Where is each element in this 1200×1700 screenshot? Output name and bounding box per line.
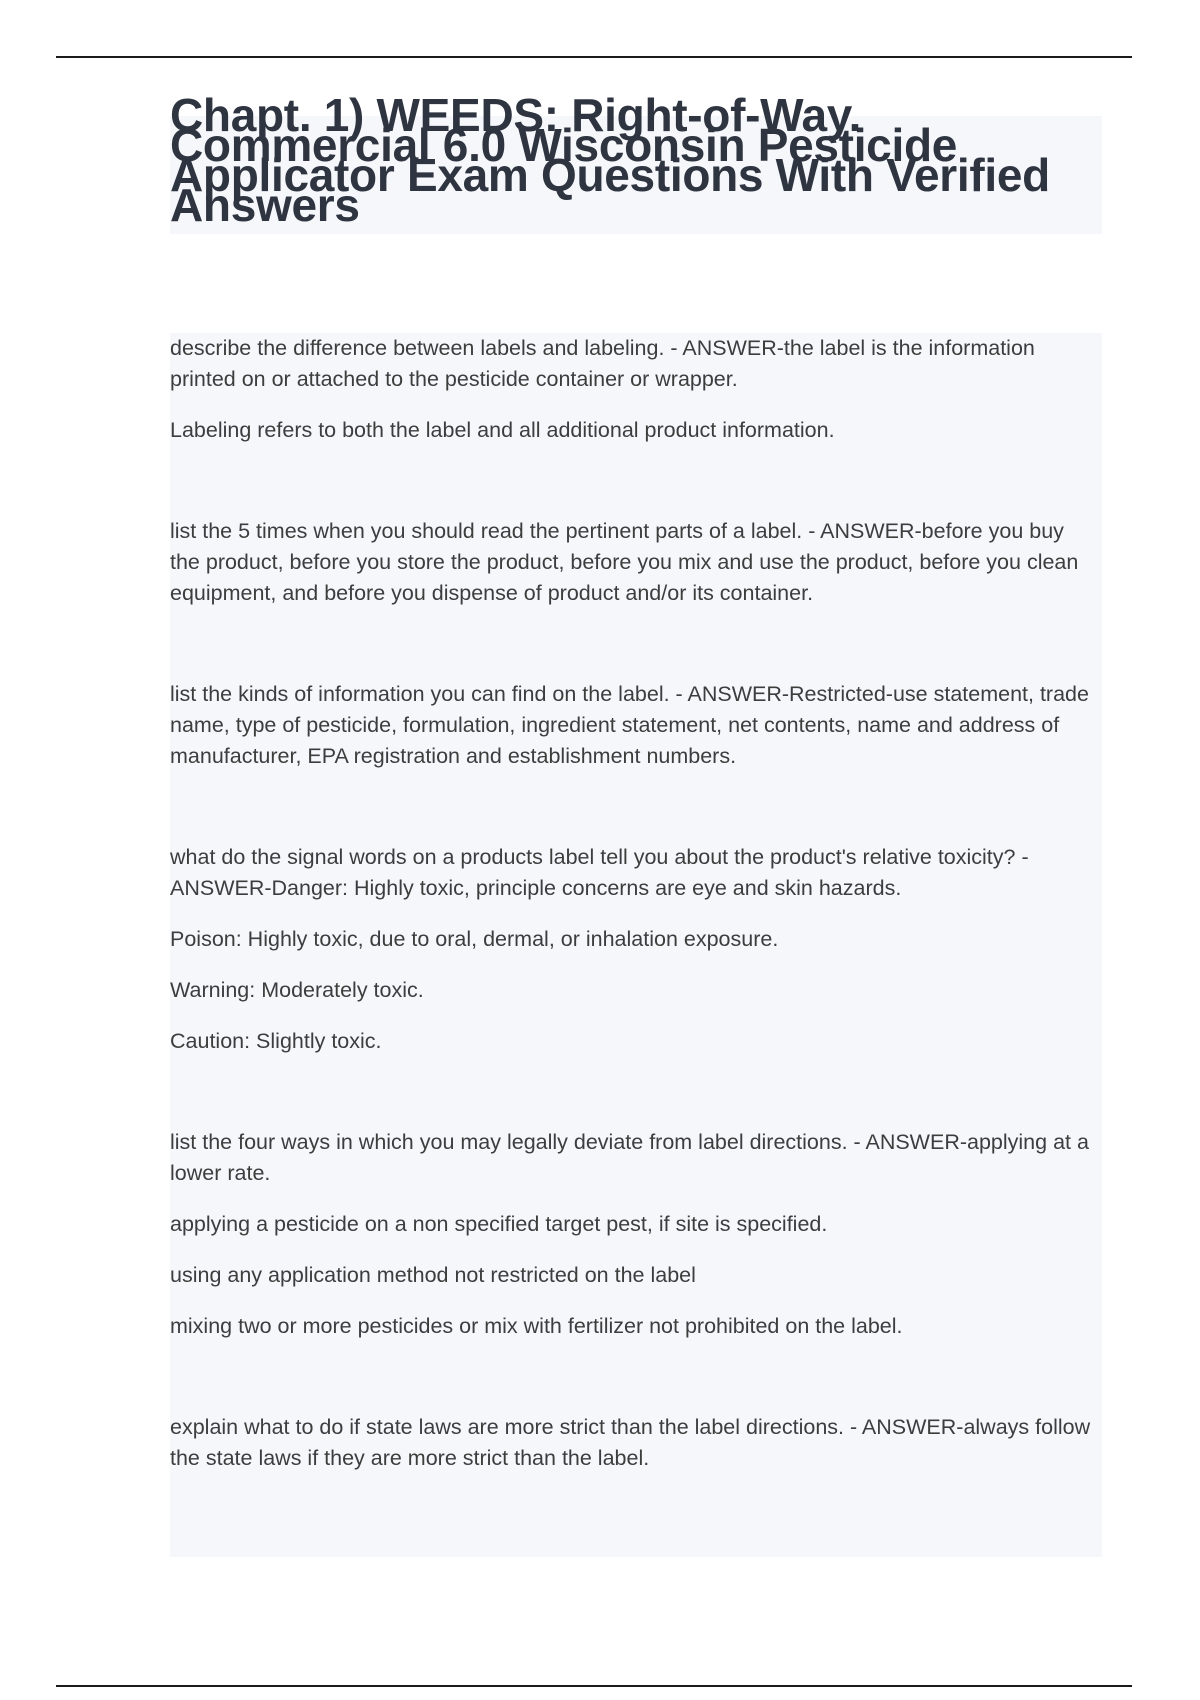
qa-paragraph: list the 5 times when you should read the pertinent parts of a label. - ANSWER-before you buy the product, before you store the product, before you mix and use the product, before you clean equipment, and before you dispense of product and/or its container.: [170, 519, 1079, 605]
qa-paragraph: Labeling refers to both the label and all additional product information.: [170, 418, 835, 442]
qa-paragraph: applying a pesticide on a non specified target pest, if site is specified.: [170, 1212, 828, 1236]
bottom-rule: [56, 1685, 1132, 1687]
qa-item-3: [170, 679, 1098, 772]
qa-item-1: [170, 333, 1098, 446]
qa-item-2: [170, 516, 1098, 609]
qa-item-4: [170, 842, 1098, 1057]
qa-item-5: [170, 1127, 1098, 1342]
qa-paragraph: Caution: Slightly toxic.: [170, 1029, 382, 1053]
document-title: Chapt. 1) WEEDS: Right-of-Way. Commercial 6.0 Wisconsin Pesticide Applicator Exam Questions With Verified Answers: [170, 89, 1050, 231]
qa-paragraph: Warning: Moderately toxic.: [170, 978, 424, 1002]
qa-paragraph: describe the difference between labels and labeling. - ANSWER-the label is the information printed on or attached to the pesticide container or wrapper.: [170, 336, 1035, 391]
qa-paragraph: explain what to do if state laws are more strict than the label directions. - ANSWER-always follow the state laws if they are more strict than the label.: [170, 1415, 1091, 1470]
qa-paragraph: using any application method not restricted on the label: [170, 1263, 696, 1287]
qa-content: [170, 333, 1102, 1557]
top-rule: [56, 56, 1132, 58]
qa-item-6: [170, 1412, 1098, 1474]
qa-paragraph: list the four ways in which you may legally deviate from label directions. - ANSWER-applying at a lower rate.: [170, 1130, 1089, 1185]
qa-paragraph: list the kinds of information you can find on the label. - ANSWER-Restricted-use statement, trade name, type of pesticide, formulation, ingredient statement, net contents, name and address of manufacturer, EPA registration and establishment numbers.: [170, 682, 1089, 768]
qa-paragraph: mixing two or more pesticides or mix with fertilizer not prohibited on the label.: [170, 1314, 903, 1338]
qa-paragraph: what do the signal words on a products label tell you about the product's relative toxicity? - ANSWER-Danger: Highly toxic, principle concerns are eye and skin hazards.: [170, 845, 1029, 900]
qa-paragraph: Poison: Highly toxic, due to oral, dermal, or inhalation exposure.: [170, 927, 779, 951]
